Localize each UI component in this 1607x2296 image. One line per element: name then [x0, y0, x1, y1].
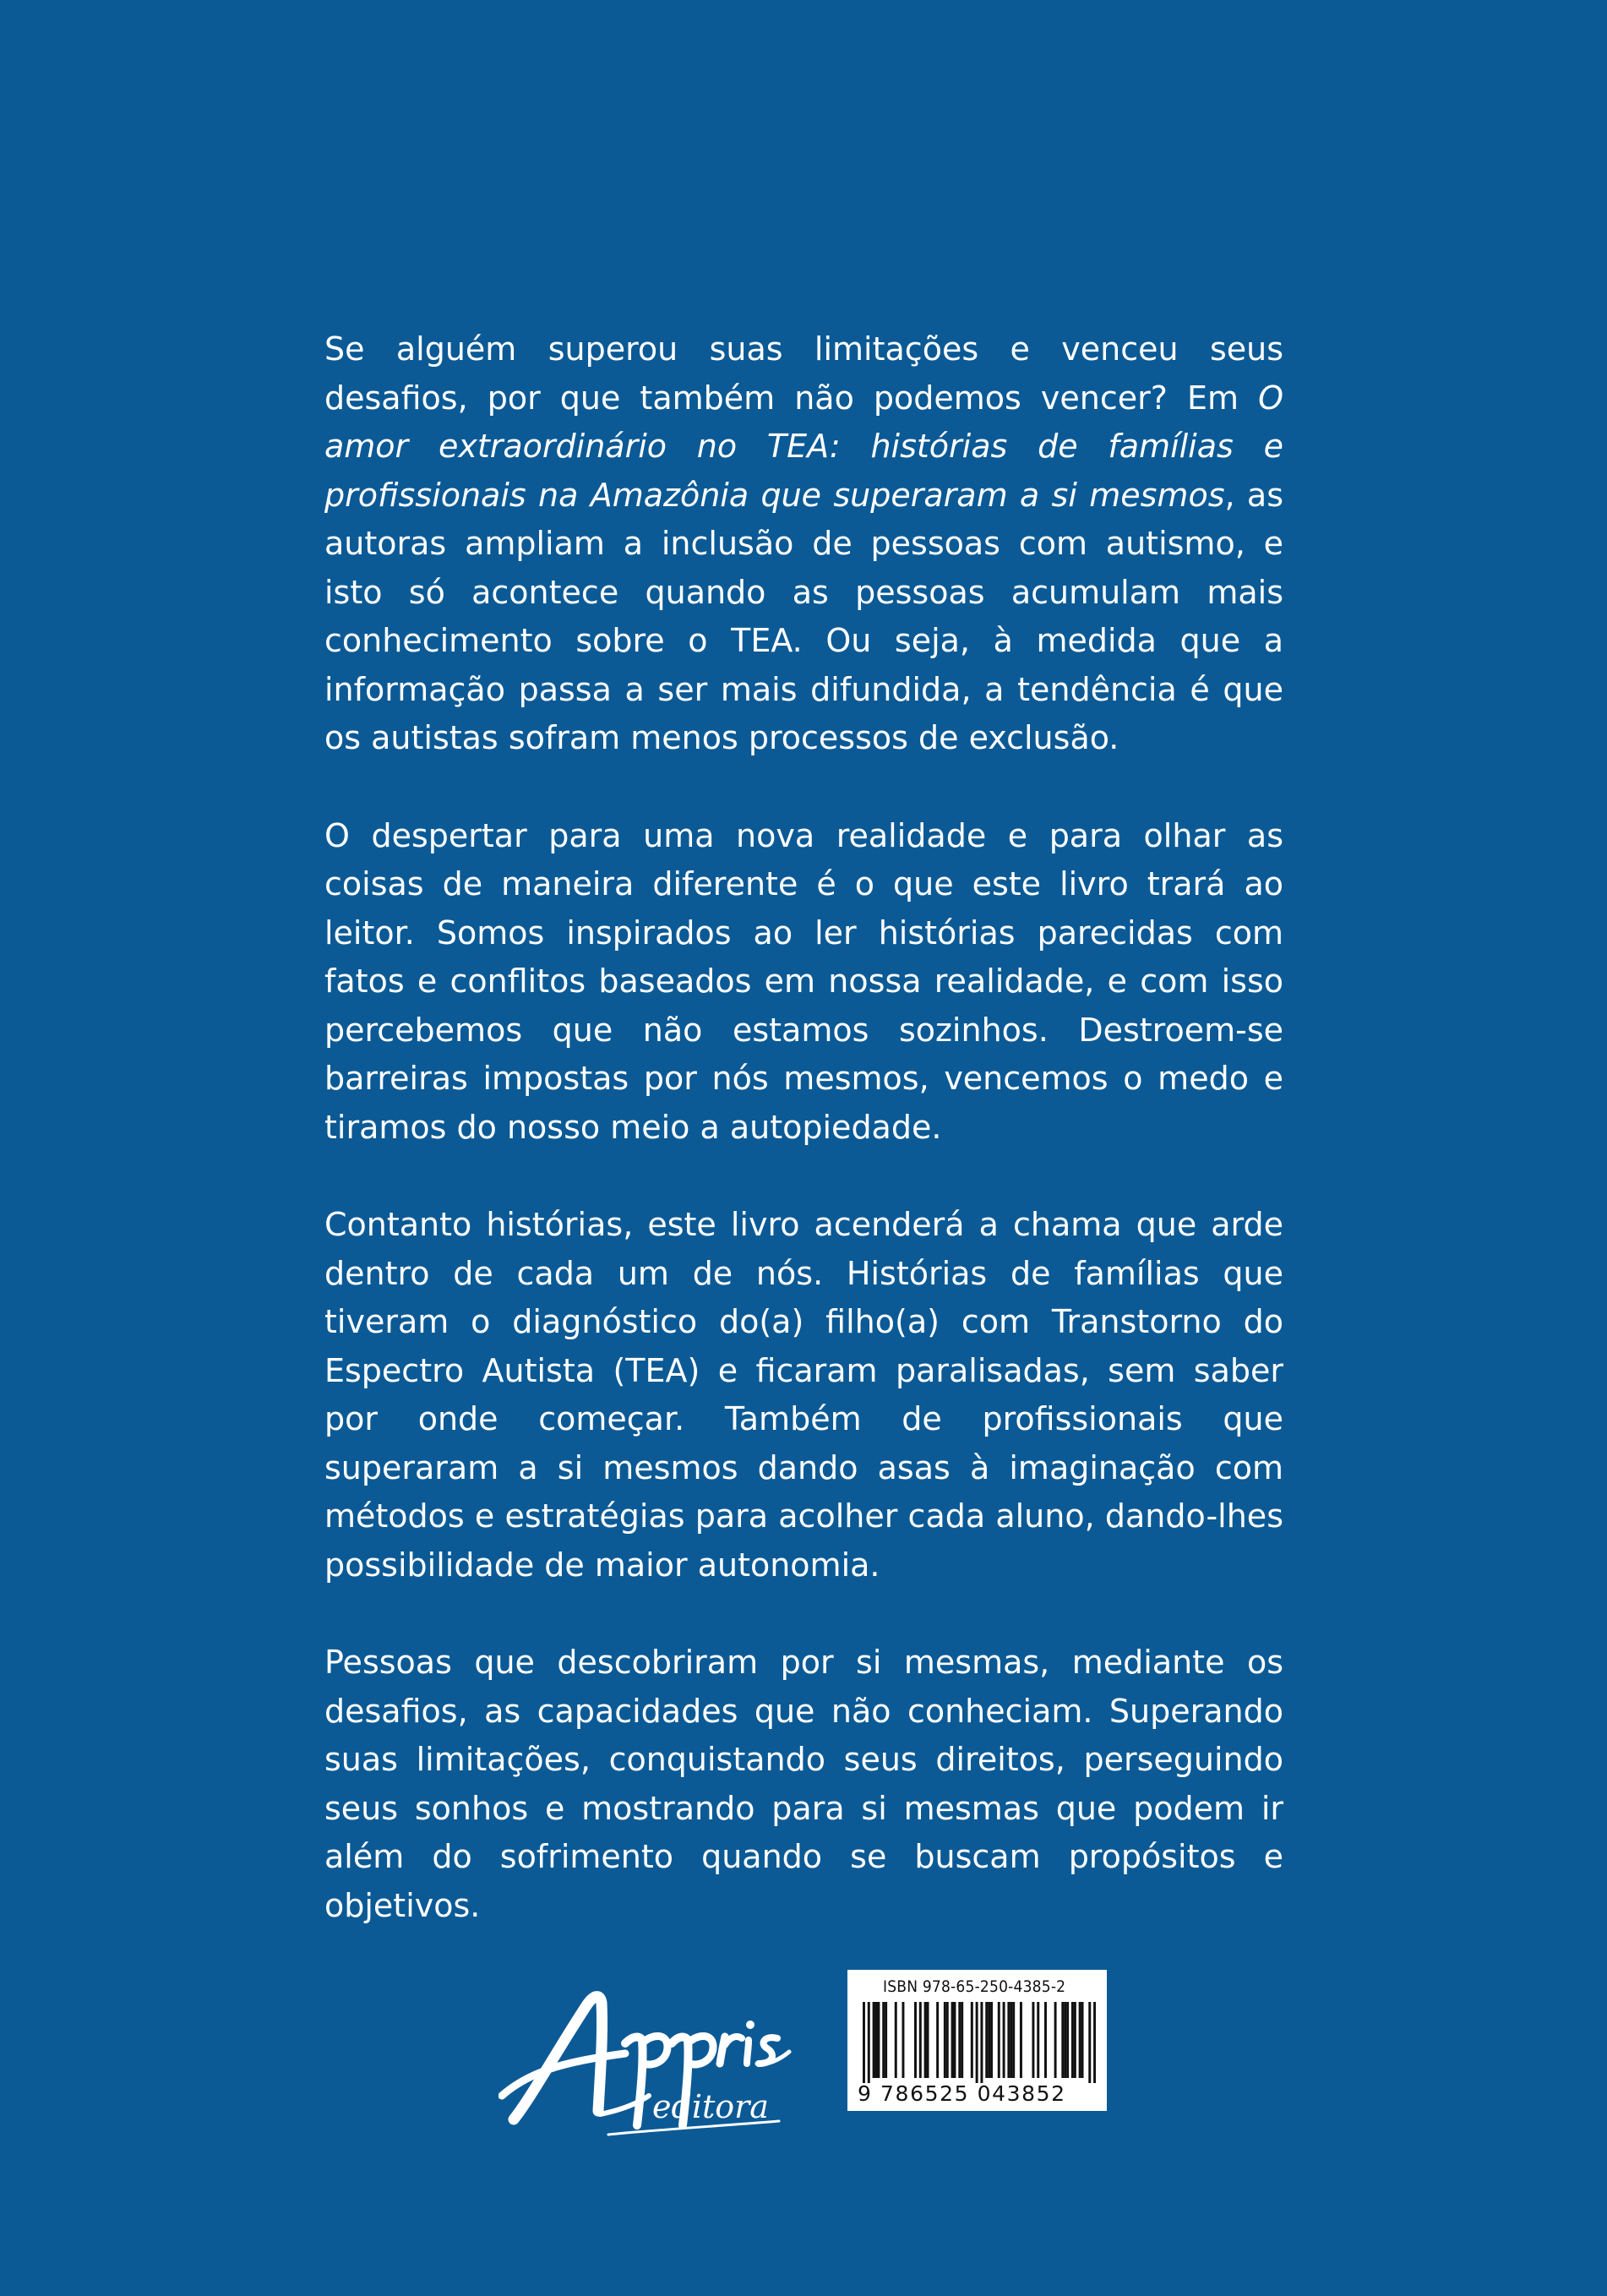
barcode-bar [873, 2002, 875, 2078]
barcode-bar [882, 2002, 885, 2078]
barcode-bar [944, 2002, 946, 2078]
barcode-bar [946, 2002, 949, 2078]
appris-logo [498, 1969, 794, 2138]
barcode-digits: 9 786525 043852 [858, 2081, 1066, 2106]
barcode-bar [1007, 2002, 1010, 2078]
barcode-bar [1074, 2002, 1076, 2078]
barcode-bar [1071, 2002, 1074, 2078]
barcode-bar [927, 2002, 929, 2078]
logo-sub-text: editora [652, 2088, 769, 2125]
barcode-bar [936, 2002, 939, 2078]
barcode-bars [863, 2002, 1096, 2083]
blurb-paragraph-1 [324, 325, 1283, 763]
book-title-italic: O amor extraordinário no TEA: histórias de famílias e profissionais na Amazônia que superaram a si mesmos [324, 379, 1283, 514]
blurb-paragraph-4: Pessoas que descobriram por si mesmas, mediante os desafios, as capacidades que não conheciam. Superando suas limitações, conquistando seus direitos, perseguindo seus sonhos e mostrando para si mesmas que podem ir além do sofrimento quando se buscam propósitos e objetivos. [324, 1644, 1283, 1924]
barcode-bar [1061, 2002, 1064, 2078]
barcode-bar [895, 2002, 897, 2078]
barcode-bar [877, 2002, 880, 2078]
blurb-p1-end: , as autoras ampliam a inclusão de pessoas com autismo, e isto só acontece quando as pessoas acumulam mais conhecimento sobre o TEA. Ou seja, à medida que a informação passa a ser mais difundida, a tendência é que os autistas sofram menos processos de exclusão. [324, 476, 1283, 756]
barcode-bar [980, 2002, 983, 2083]
blurb-p1-start: Se alguém superou suas limitações e venceu seus desafios, por que também não podemos vencer? Em [324, 330, 1283, 417]
barcode-bar [953, 2002, 956, 2078]
barcode-bar [990, 2002, 993, 2078]
barcode-bar [951, 2002, 954, 2078]
blurb-text [324, 325, 1283, 1979]
barcode-bar [1020, 2002, 1022, 2078]
barcode-bar [998, 2002, 1000, 2078]
isbn-barcode-box [847, 1970, 1107, 2111]
barcode-bar [1044, 2002, 1047, 2078]
barcode-bar [868, 2002, 870, 2083]
blurb-paragraph-2: O despertar para uma nova realidade e para olhar as coisas de maneira diferente é o que este livro trará ao leitor. Somos inspirados ao ler histórias parecidas com fatos e conflitos baseados em nossa realidade, e com isso percebemos que não estamos sozinhos. Destroem-se barreiras impostas por nós mesmos, vencemos o medo e tiramos do nosso meio a autopiedade. [324, 816, 1283, 1146]
barcode-bar [976, 2002, 978, 2083]
barcode-bar [1012, 2002, 1015, 2078]
barcode-bar [1037, 2002, 1039, 2078]
barcode-bar [1079, 2002, 1081, 2078]
barcode-bar [914, 2002, 917, 2078]
isbn-label: ISBN 978-65-250-4385-2 [883, 1977, 1066, 1996]
barcode-bar [1003, 2002, 1005, 2078]
barcode-bar [885, 2002, 887, 2078]
barcode-bar [1081, 2002, 1084, 2078]
barcode-bar [875, 2002, 878, 2078]
barcode-bar [971, 2002, 973, 2078]
barcode-bar [961, 2002, 963, 2078]
barcode-bar [902, 2002, 904, 2078]
barcode-bar [863, 2002, 865, 2083]
barcode-bar [1054, 2002, 1057, 2078]
barcode-bar [988, 2002, 990, 2078]
barcode-bar [924, 2002, 927, 2078]
barcode-bar [1010, 2002, 1012, 2078]
barcode-bar [1093, 2002, 1096, 2083]
blurb-paragraph-3: Contanto histórias, este livro acenderá a chama que arde dentro de cada um de nós. Histórias de famílias que tiveram o diagnóstico do(a) filho(a) com Transtorno do Espectro Autista (TEA) e ficaram paralisadas, sem saber por onde começar. Também de profissionais que superaram a si mesmos dando asas à imaginação com métodos e estratégias para acolher cada aluno, dando-lhes possibilidade de maior autonomia. [324, 1206, 1283, 1584]
barcode-bar [1088, 2002, 1091, 2083]
barcode-bar [1032, 2002, 1034, 2078]
barcode-bar [985, 2002, 988, 2078]
barcode-bar [958, 2002, 961, 2078]
barcode-bar [1064, 2002, 1066, 2078]
barcode-bar [919, 2002, 922, 2078]
barcode-bar [1066, 2002, 1069, 2078]
